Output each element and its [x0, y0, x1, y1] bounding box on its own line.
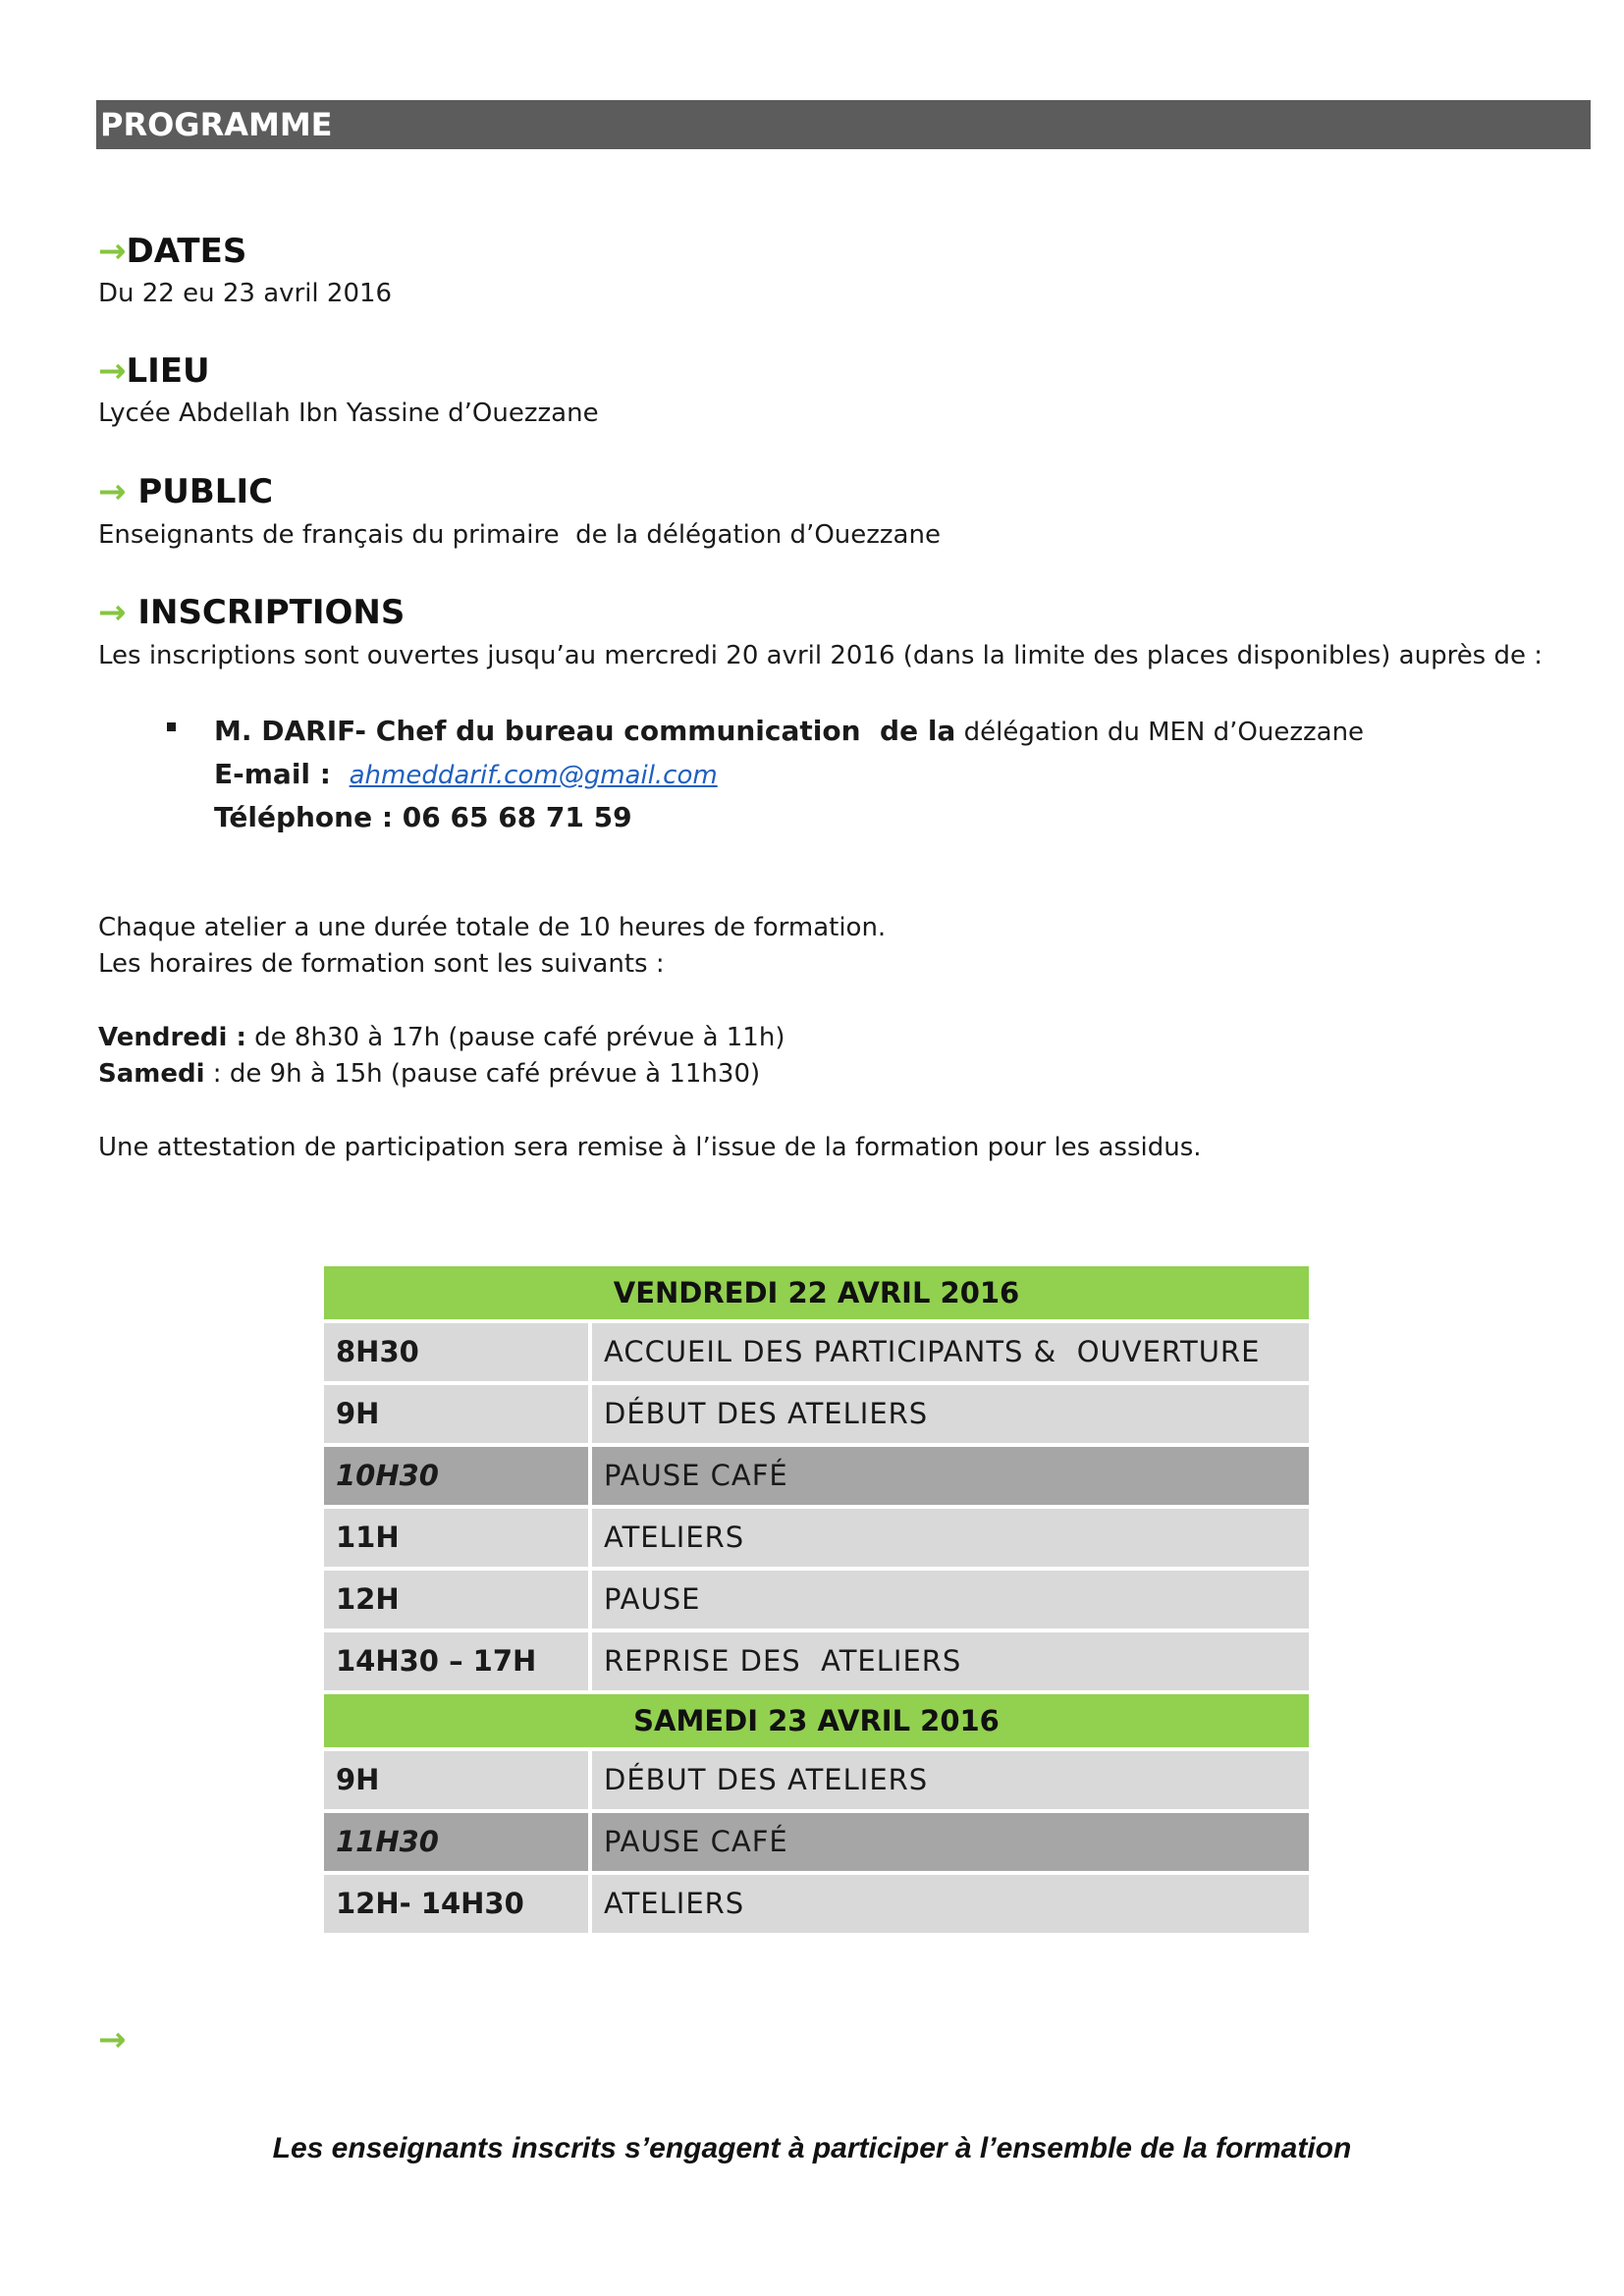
section-heading-inscriptions: → INSCRIPTIONS [98, 593, 406, 632]
slot-activity: DÉBUT DES ATELIERS [592, 1385, 1309, 1443]
slot-activity: DÉBUT DES ATELIERS [592, 1751, 1309, 1809]
arrow-right-icon: → [98, 2020, 127, 2059]
arrow-right-icon: → [98, 472, 127, 511]
table-row [324, 1632, 1309, 1690]
table-row [324, 1875, 1309, 1933]
table-row [324, 1509, 1309, 1567]
slot-time: 9H [324, 1385, 588, 1443]
slot-time: 12H [324, 1571, 588, 1629]
inscriptions-text: Les inscriptions sont ouvertes jusqu’au mercredi 20 avril 2016 (dans la limite des places disponibles) auprès de : [98, 641, 1543, 670]
square-bullet-icon [167, 722, 176, 731]
slot-activity: PAUSE CAFÉ [592, 1447, 1309, 1505]
slot-time: 11H30 [324, 1813, 588, 1871]
arrow-right-icon: → [98, 593, 127, 632]
schedule-table [324, 1266, 1309, 1937]
programme-banner [96, 100, 1591, 149]
slot-time: 14H30 – 17H [324, 1632, 588, 1690]
slot-activity: REPRISE DES ATELIERS [592, 1632, 1309, 1690]
slot-time: 8H30 [324, 1323, 588, 1381]
friday-hours: Vendredi : de 8h30 à 17h (pause café prévue à 11h) [98, 1023, 785, 1052]
slot-activity: ATELIERS [592, 1509, 1309, 1567]
lieu-text: Lycée Abdellah Ibn Yassine d’Ouezzane [98, 399, 599, 428]
dates-text: Du 22 eu 23 avril 2016 [98, 279, 393, 308]
table-row [324, 1571, 1309, 1629]
slot-activity: PAUSE CAFÉ [592, 1813, 1309, 1871]
arrow-right-icon: → [98, 351, 127, 391]
footer-note: Les enseignants inscrits s’engagent à participer à l’ensemble de la formation [272, 2132, 1352, 2164]
contact-name: M. DARIF- Chef du bureau communication de la délégation du MEN d’Ouezzane [214, 715, 1365, 747]
table-row [324, 1447, 1309, 1505]
slot-time: 10H30 [324, 1447, 588, 1505]
day-header-friday: VENDREDI 22 AVRIL 2016 [324, 1266, 1309, 1319]
email-link[interactable]: ahmeddarif.com@gmail.com [349, 761, 718, 790]
certificate-text: Une attestation de participation sera remise à l’issue de la formation pour les assidus. [98, 1133, 1202, 1162]
section-heading-dates: →DATES [98, 232, 247, 271]
day-header-saturday: SAMEDI 23 AVRIL 2016 [324, 1694, 1309, 1747]
contact-phone: Téléphone : 06 65 68 71 59 [214, 801, 632, 833]
saturday-hours: Samedi : de 9h à 15h (pause café prévue à 11h30) [98, 1059, 761, 1089]
table-row [324, 1385, 1309, 1443]
section-heading-lieu: →LIEU [98, 351, 210, 391]
duration-text: Chaque atelier a une durée totale de 10 heures de formation. [98, 913, 887, 942]
slot-activity: ATELIERS [592, 1875, 1309, 1933]
slot-time: 11H [324, 1509, 588, 1567]
section-heading-public: → PUBLIC [98, 472, 274, 511]
contact-email: E-mail : ahmeddarif.com@gmail.com [214, 758, 718, 790]
hours-intro-text: Les horaires de formation sont les suivants : [98, 949, 665, 979]
slot-time: 9H [324, 1751, 588, 1809]
slot-time: 12H- 14H30 [324, 1875, 588, 1933]
banner-title: PROGRAMME [100, 106, 333, 143]
table-row [324, 1751, 1309, 1809]
public-text: Enseignants de français du primaire de la délégation d’Ouezzane [98, 520, 941, 550]
arrow-right-icon: → [98, 232, 127, 271]
table-row [324, 1323, 1309, 1381]
slot-activity: PAUSE [592, 1571, 1309, 1629]
table-row [324, 1813, 1309, 1871]
slot-activity: ACCUEIL DES PARTICIPANTS & OUVERTURE [592, 1323, 1309, 1381]
